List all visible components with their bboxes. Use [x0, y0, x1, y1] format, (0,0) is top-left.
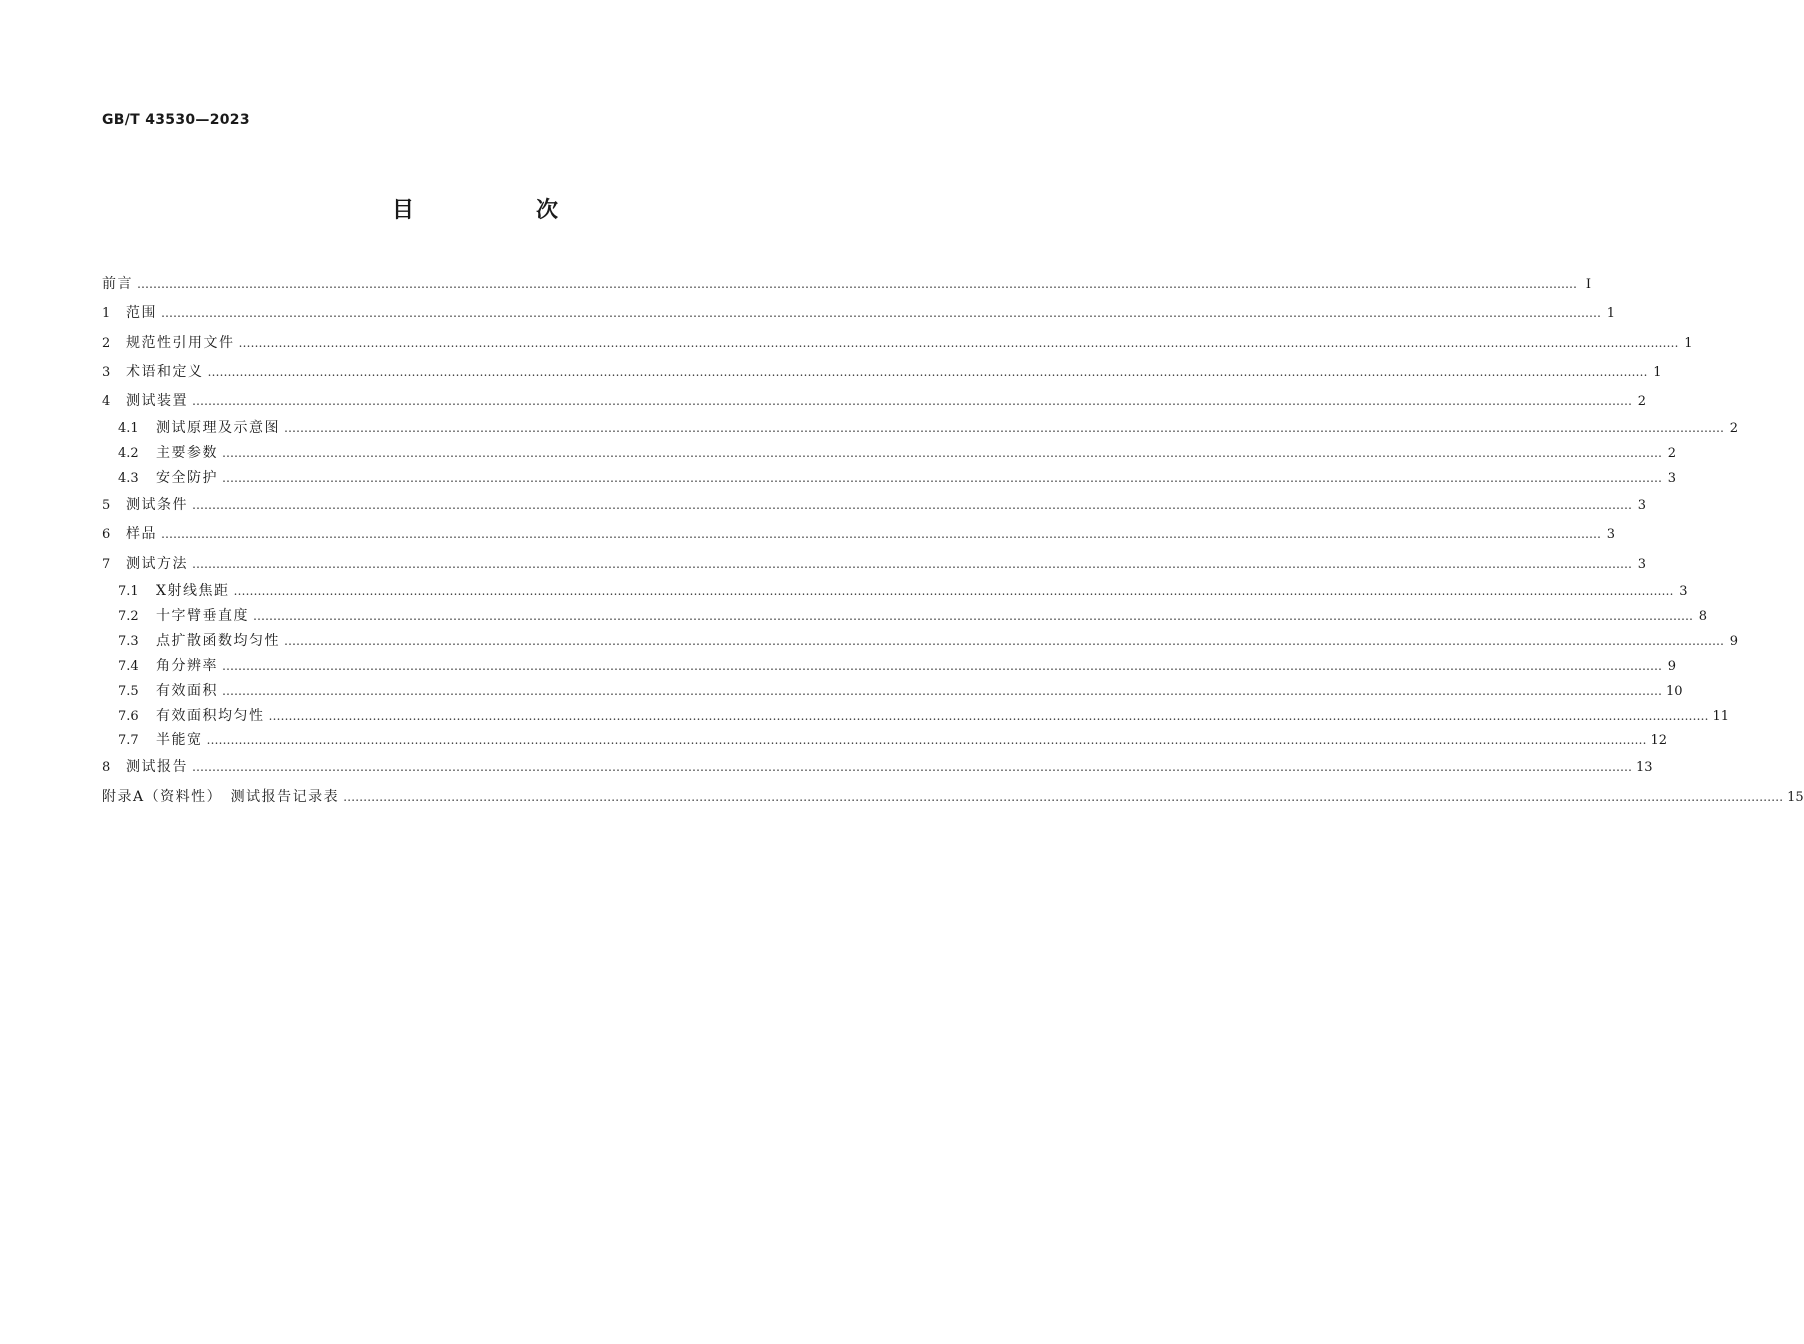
- toc-entry-number: 4.2: [118, 446, 139, 462]
- toc-entry-number: 7: [102, 556, 111, 572]
- toc-entry[interactable]: [102, 360, 1662, 384]
- toc-entry-page: 3: [1679, 584, 1688, 600]
- toc-entry-label: 十字臂垂直度: [156, 607, 249, 624]
- toc-entry-page: 3: [1667, 471, 1676, 487]
- toc-leader-dots: ………………………………………………………………………………………………………………………………………………………………………………………………………………………………………………………………………………………………………………………………: [137, 277, 1577, 291]
- toc-entry-page: 12: [1650, 733, 1668, 749]
- toc-leader-dots: ………………………………………………………………………………………………………………………………………………………………………………………………………………………………………………………………………………………………………………………………: [207, 364, 1648, 379]
- toc-leader-dots: ………………………………………………………………………………………………………………………………………………………………………………………………………………………………………………………………………………………………………………………………: [284, 421, 1724, 436]
- toc-entry-label: 安全防护: [156, 470, 218, 487]
- toc-entry-page: 2: [1729, 421, 1738, 437]
- toc-entry-page: 1: [1653, 364, 1662, 380]
- toc-leader-dots: ………………………………………………………………………………………………………………………………………………………………………………………………………………………………………………………………………………………………………………………………: [343, 789, 1784, 804]
- toc-entry[interactable]: [102, 418, 1738, 438]
- toc-entry-page: 3: [1606, 527, 1615, 543]
- toc-leader-dots: ………………………………………………………………………………………………………………………………………………………………………………………………………………………………………………………………………………………………………………………………: [222, 471, 1662, 486]
- toc-entry-label: 有效面积均匀性: [156, 707, 265, 724]
- toc-entry[interactable]: [102, 606, 1707, 626]
- toc-entry[interactable]: [102, 755, 1653, 779]
- toc-entry[interactable]: [102, 272, 1591, 296]
- toc-entry-number: 2: [102, 335, 111, 351]
- toc-entry-page: 1: [1684, 335, 1693, 351]
- toc-entry-number: 7.1: [118, 584, 139, 600]
- toc-leader-dots: ………………………………………………………………………………………………………………………………………………………………………………………………………………………………………………………………………………………………………………………………: [192, 760, 1632, 775]
- toc-entry-page: 2: [1667, 446, 1676, 462]
- toc-entry-page: Ⅰ: [1585, 277, 1591, 292]
- toc-entry-label: 范围: [126, 305, 157, 322]
- toc-entry-page: 2: [1637, 394, 1646, 410]
- toc-entry-page: 3: [1637, 556, 1646, 572]
- toc-entry-label: 测试条件: [126, 497, 188, 514]
- toc-entry[interactable]: [102, 552, 1646, 576]
- toc-entry[interactable]: [102, 301, 1615, 325]
- table-of-contents: [102, 272, 1804, 814]
- toc-entry[interactable]: [102, 522, 1615, 546]
- toc-entry-page: 13: [1636, 760, 1653, 776]
- toc-entry[interactable]: [102, 785, 1804, 809]
- toc-entry[interactable]: [102, 389, 1646, 413]
- toc-leader-dots: ………………………………………………………………………………………………………………………………………………………………………………………………………………………………………………………………………………………………………………………………: [161, 527, 1601, 542]
- toc-entry[interactable]: [102, 656, 1676, 676]
- toc-leader-dots: ………………………………………………………………………………………………………………………………………………………………………………………………………………………………………………………………………………………………………………………………: [192, 394, 1632, 409]
- toc-entry[interactable]: [102, 493, 1646, 517]
- page-title: 目 次: [391, 198, 608, 223]
- toc-entry-label: X射线焦距: [156, 583, 230, 600]
- toc-entry-label: 角分辨率: [156, 657, 218, 674]
- toc-entry-label: 前言: [102, 276, 133, 292]
- toc-entry-number: 7.3: [118, 633, 139, 649]
- toc-entry-label: 测试报告: [126, 759, 188, 776]
- toc-entry-label: 测试装置: [126, 393, 188, 410]
- toc-leader-dots: ………………………………………………………………………………………………………………………………………………………………………………………………………………………………………………………………………………………………………………………………: [222, 683, 1662, 698]
- toc-entry-number: 7.2: [118, 608, 139, 624]
- toc-entry-label: 测试方法: [126, 555, 188, 572]
- toc-entry-number: 4.3: [118, 471, 139, 487]
- toc-entry[interactable]: [102, 468, 1676, 488]
- toc-entry-label: 术语和定义: [126, 363, 204, 380]
- toc-entry[interactable]: [102, 681, 1683, 701]
- toc-entry-number: 7.6: [118, 708, 139, 724]
- toc-entry-page: 10: [1666, 683, 1683, 699]
- standard-code: GB/T 43530—2023: [102, 112, 250, 128]
- toc-entry-label: 测试原理及示意图: [156, 420, 280, 437]
- toc-entry-label: 主要参数: [156, 445, 218, 462]
- toc-entry[interactable]: [102, 331, 1693, 355]
- toc-entry-page: 8: [1698, 608, 1707, 624]
- toc-entry[interactable]: [102, 730, 1668, 750]
- toc-entry-number: 3: [102, 364, 111, 380]
- toc-leader-dots: ………………………………………………………………………………………………………………………………………………………………………………………………………………………………………………………………………………………………………………………………: [161, 306, 1601, 321]
- toc-entry-number: 7.5: [118, 683, 139, 699]
- toc-entry[interactable]: [102, 706, 1730, 726]
- toc-entry-page: 1: [1606, 306, 1615, 322]
- toc-entry-number: 7.4: [118, 658, 139, 674]
- toc-entry-page: 11: [1712, 708, 1730, 724]
- toc-entry-number: 1: [102, 306, 111, 322]
- toc-entry[interactable]: [102, 443, 1676, 463]
- toc-entry-label: 半能宽: [156, 732, 203, 749]
- toc-leader-dots: ………………………………………………………………………………………………………………………………………………………………………………………………………………………………………………………………………………………………………………………………: [206, 733, 1647, 748]
- toc-leader-dots: ………………………………………………………………………………………………………………………………………………………………………………………………………………………………………………………………………………………………………………………………: [192, 498, 1632, 513]
- toc-entry[interactable]: [102, 631, 1738, 651]
- toc-entry-number: 5: [102, 498, 111, 514]
- toc-leader-dots: ………………………………………………………………………………………………………………………………………………………………………………………………………………………………………………………………………………………………………………………………: [238, 335, 1679, 350]
- toc-entry-label: 点扩散函数均匀性: [156, 632, 280, 649]
- toc-entry-label: 附录A（资料性） 测试报告记录表: [102, 788, 340, 805]
- toc-entry[interactable]: [102, 581, 1688, 601]
- toc-entry-page: 9: [1729, 633, 1738, 649]
- toc-entry-number: 4: [102, 394, 111, 410]
- toc-entry-page: 3: [1637, 498, 1646, 514]
- toc-entry-page: 15: [1787, 789, 1804, 805]
- toc-leader-dots: ………………………………………………………………………………………………………………………………………………………………………………………………………………………………………………………………………………………………………………………………: [268, 708, 1709, 723]
- toc-leader-dots: ………………………………………………………………………………………………………………………………………………………………………………………………………………………………………………………………………………………………………………………………: [192, 556, 1632, 571]
- toc-leader-dots: ………………………………………………………………………………………………………………………………………………………………………………………………………………………………………………………………………………………………………………………………: [253, 608, 1693, 623]
- toc-leader-dots: ………………………………………………………………………………………………………………………………………………………………………………………………………………………………………………………………………………………………………………………………: [233, 584, 1674, 599]
- toc-entry-page: 9: [1667, 658, 1676, 674]
- toc-entry-label: 样品: [126, 526, 157, 543]
- toc-leader-dots: ………………………………………………………………………………………………………………………………………………………………………………………………………………………………………………………………………………………………………………………………: [284, 633, 1724, 648]
- toc-entry-number: 8: [102, 760, 111, 776]
- toc-entry-label: 有效面积: [156, 682, 218, 699]
- toc-entry-number: 4.1: [118, 421, 139, 437]
- toc-entry-label: 规范性引用文件: [126, 334, 235, 351]
- toc-leader-dots: ………………………………………………………………………………………………………………………………………………………………………………………………………………………………………………………………………………………………………………………………: [222, 446, 1662, 461]
- toc-leader-dots: ………………………………………………………………………………………………………………………………………………………………………………………………………………………………………………………………………………………………………………………………: [222, 658, 1662, 673]
- toc-entry-number: 6: [102, 527, 111, 543]
- toc-entry-number: 7.7: [118, 733, 139, 749]
